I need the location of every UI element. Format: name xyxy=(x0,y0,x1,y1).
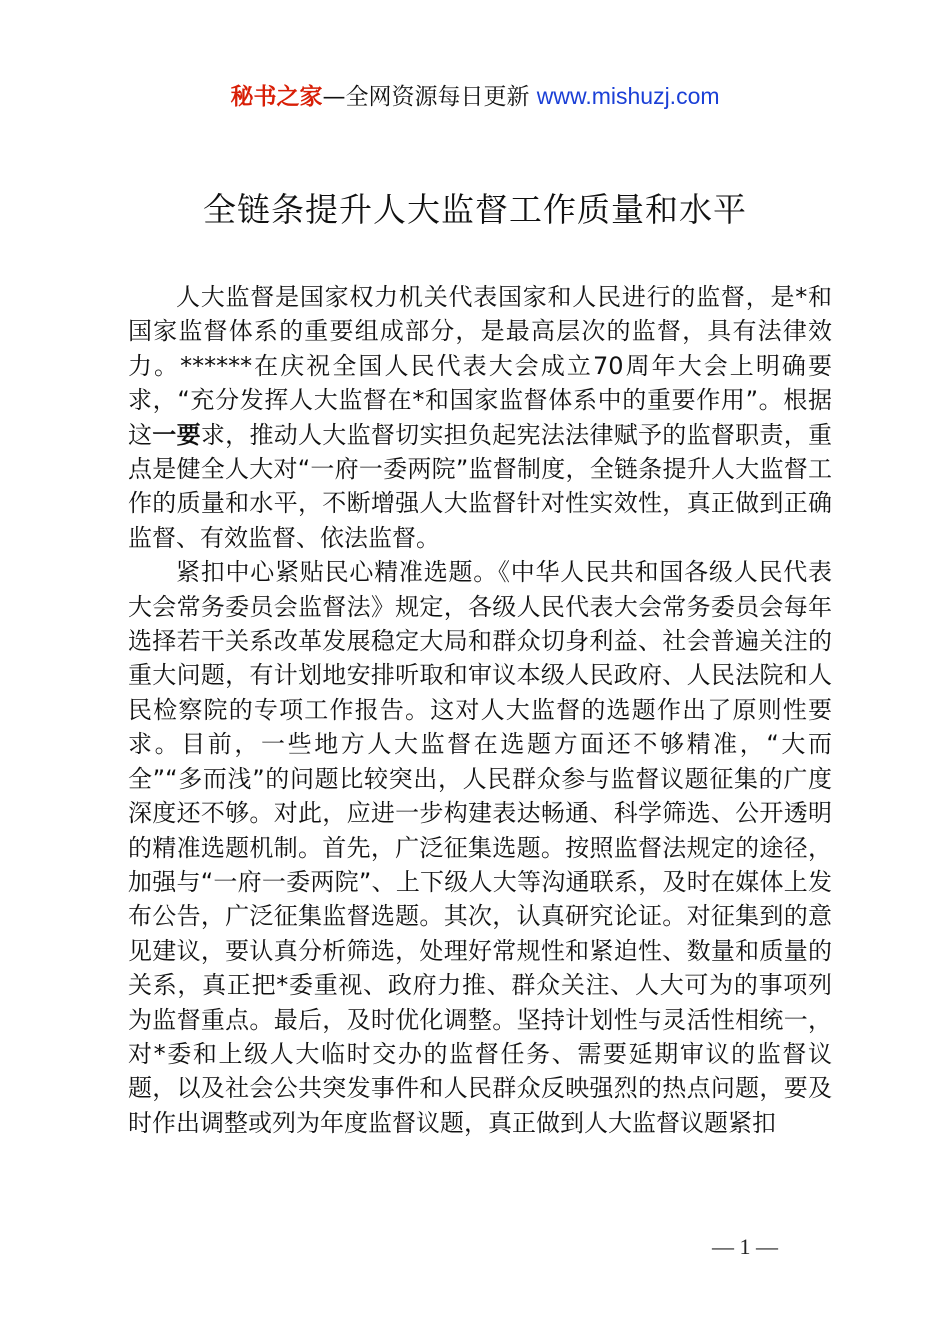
paragraph-topic-selection: 紧扣中心紧贴民心精准选题。《中华人民共和国各级人民代表大会常务委员会监督法》规定，各级人民代表大会常务委员会每年选择若干关系改革发展稳定大局和群众切身利益、社会普遍关注的重大问题，有计划地安排听取和审议本级人民政府、人民法院和人民检察院的专项工作报告。这对人大监督的选题作出了原则性要求。目前，一些地方人大监督在选题方面还不够精准，“大而全”“多而浅”的问题比较突出，人民群众参与监督议题征集的广度深度还不够。对此，应进一步构建表达畅通、科学筛选、公开透明的精准选题机制。首先，广泛征集选题。按照监督法规定的途径，加强与“一府一委两院”、上下级人大等沟通联系，及时在媒体上发布公告，广泛征集监督选题。其次，认真研究论证。对征集到的意见建议，要认真分析筛选，处理好常规性和紧迫性、数量和质量的关系，真正把*委重视、政府力推、群众关注、人大可为的事项列为监督重点。最后，及时优化调整。坚持计划性与灵活性相统一，对*委和上级人大临时交办的监督任务、需要延期审议的监督议题，以及社会公共突发事件和人民群众反映强烈的热点问题，要及时作出调整或列为年度监督议题，真正做到人大监督议题紧扣 xyxy=(128,558,832,1137)
paragraph-intro-text-a: 人大监督是国家权力机关代表国家和人民进行的监督，是*和国家监督体系的重要组成部分，是最高层次的监督，具有法律效力。******在庆祝全国人民代表大会成立70周年大会上明确要求，“充分发挥人大监督在*和国家监督体系中的重要作用”。根据这 xyxy=(128,283,832,449)
paragraph-intro-emphasis: 一要 xyxy=(152,420,201,449)
site-tagline: —全网资源每日更新 xyxy=(322,84,537,110)
page-number: — 1 — xyxy=(712,1234,778,1259)
site-header xyxy=(0,80,950,113)
document-title: 全链条提升人大监督工作质量和水平 xyxy=(203,190,747,229)
site-url-link[interactable]: www.mishuzj.com xyxy=(536,83,720,109)
document-body xyxy=(128,280,832,1140)
site-brand: 秘书之家 xyxy=(230,84,323,110)
paragraph-intro-text-b: 求，推动人大监督切实担负起宪法法律赋予的监督职责，重点是健全人大对“一府一委两院”监督制度，全链条提升人大监督工作的质量和水平，不断增强人大监督针对性实效性，真正做到正确监督、有效监督、依法监督。 xyxy=(128,420,833,552)
paragraph-intro xyxy=(128,280,832,555)
